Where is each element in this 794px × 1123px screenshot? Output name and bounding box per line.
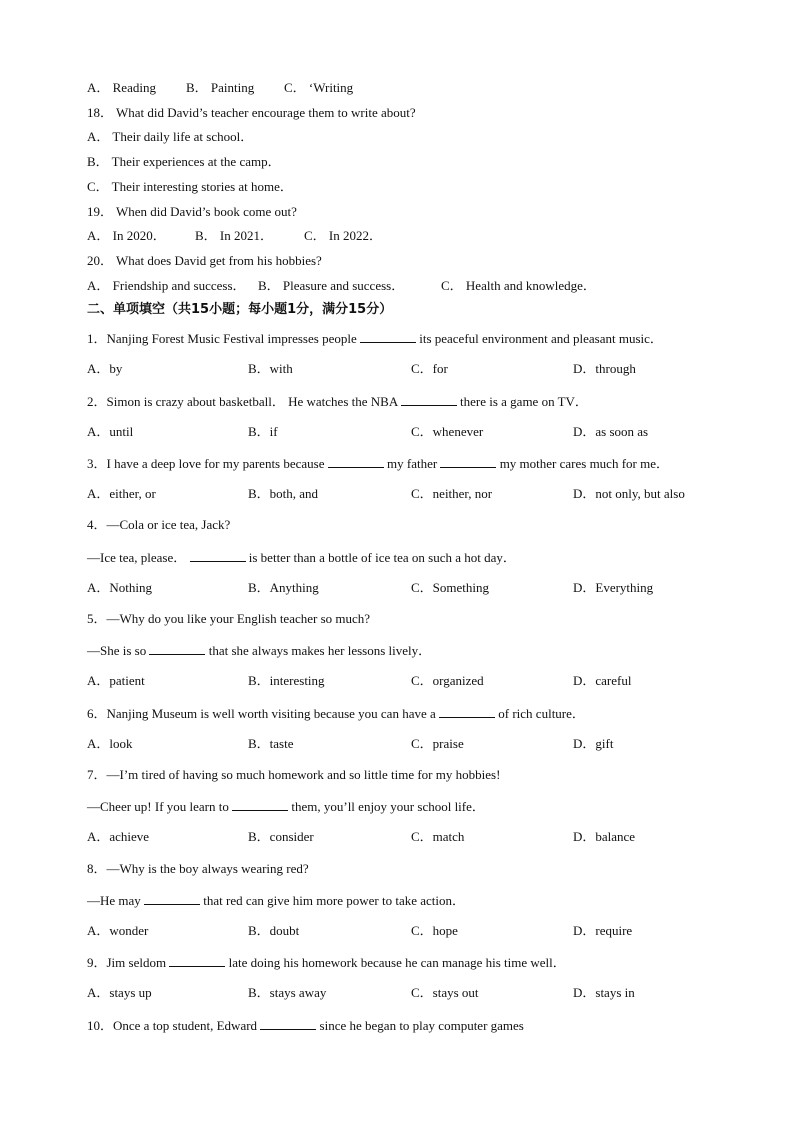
q17-option-b: B． Painting xyxy=(186,80,255,95)
q19-option-c: C． In 2022． xyxy=(304,228,383,243)
q8-option-b: B．doubt xyxy=(248,923,300,938)
q7-option-a: A．achieve xyxy=(87,829,150,844)
q3-option-d: D．not only, but also xyxy=(573,486,685,501)
q7-stem-line1: 7．—I’m tired of having so much homework and so little time for my hobbies! xyxy=(87,767,501,782)
answer-blank xyxy=(232,798,288,811)
q18-option-a: A． Their daily life at school． xyxy=(87,129,254,144)
q4-option-b: B．Anything xyxy=(248,580,319,595)
q5-option-a: A．patient xyxy=(87,673,145,688)
stem-text: my mother cares much for me． xyxy=(496,456,669,471)
stem-text: 6．Nanjing Museum is well worth visiting because you can have a xyxy=(87,706,440,721)
q8-stem-line1: 8．—Why is the boy always wearing red? xyxy=(87,861,309,876)
stem-text: 2．Simon is crazy about basketball． He watches the NBA xyxy=(87,394,401,409)
q3-option-a: A．either, or xyxy=(87,486,156,501)
q3-stem xyxy=(87,455,669,472)
stem-text: there is a game on TV． xyxy=(456,394,588,409)
stem-text: —He may xyxy=(87,893,145,908)
q19-stem: 19． When did David’s book come out? xyxy=(87,204,297,219)
q8-option-c: C．hope xyxy=(411,923,458,938)
q1-option-b: B．with xyxy=(248,361,293,376)
q6-option-a: A．look xyxy=(87,736,133,751)
q19-option-b: B． In 2021． xyxy=(195,228,274,243)
q18-stem: 18． What did David’s teacher encourage them to write about? xyxy=(87,105,416,120)
q4-stem-line1: 4．—Cola or ice tea, Jack? xyxy=(87,517,231,532)
section-heading: 二、单项填空（共15小题；每小题1分，满分15分） xyxy=(87,302,393,317)
q20-option-c: C． Health and knowledge． xyxy=(441,278,596,293)
answer-blank xyxy=(149,642,205,655)
q20-stem: 20． What does David get from his hobbies? xyxy=(87,253,322,268)
answer-blank xyxy=(439,705,495,718)
q7-option-c: C．match xyxy=(411,829,465,844)
stem-text: its peaceful environment and pleasant music． xyxy=(415,331,663,346)
q5-option-c: C．organized xyxy=(411,673,484,688)
q6-option-d: D．gift xyxy=(573,736,614,751)
q4-option-a: A．Nothing xyxy=(87,580,153,595)
q18-option-b: B． Their experiences at the camp． xyxy=(87,154,281,169)
q20-option-a: A． Friendship and success． xyxy=(87,278,246,293)
q19-option-a: A． In 2020． xyxy=(87,228,166,243)
q18-option-c: C． Their interesting stories at home． xyxy=(87,179,293,194)
q8-option-d: D．require xyxy=(573,923,633,938)
stem-text: late doing his homework because he can manage his time well． xyxy=(225,955,566,970)
q4-stem-line2 xyxy=(87,549,516,566)
q8-option-a: A．wonder xyxy=(87,923,149,938)
stem-text: my father xyxy=(383,456,441,471)
q6-stem xyxy=(87,705,585,722)
stem-text: —Ice tea, please． xyxy=(87,550,190,565)
answer-blank xyxy=(144,892,200,905)
q2-option-a: A．until xyxy=(87,424,134,439)
stem-text: 1．Nanjing Forest Music Festival impresses people xyxy=(87,331,360,346)
q17-option-a: A． Reading xyxy=(87,80,156,95)
stem-text: them, you’ll enjoy your school life． xyxy=(288,799,485,814)
q3-option-b: B．both, and xyxy=(248,486,319,501)
q9-stem xyxy=(87,954,566,971)
q2-option-b: B．if xyxy=(248,424,278,439)
stem-text: that she always makes her lessons lively． xyxy=(205,643,432,658)
stem-text: since he began to play computer games xyxy=(316,1018,524,1033)
q5-option-b: B．interesting xyxy=(248,673,325,688)
q9-option-b: B．stays away xyxy=(248,985,327,1000)
q1-option-a: A．by xyxy=(87,361,123,376)
stem-text: that red can give him more power to take action． xyxy=(200,893,466,908)
q9-option-a: A．stays up xyxy=(87,985,152,1000)
answer-blank xyxy=(260,1017,316,1030)
q7-stem-line2 xyxy=(87,798,485,815)
answer-blank xyxy=(169,954,225,967)
q4-option-d: D．Everything xyxy=(573,580,654,595)
q6-option-c: C．praise xyxy=(411,736,464,751)
q20-option-b: B． Pleasure and success． xyxy=(258,278,405,293)
q10-stem xyxy=(87,1017,524,1034)
q1-option-d: D．through xyxy=(573,361,636,376)
q1-stem xyxy=(87,330,663,347)
answer-blank xyxy=(401,393,457,406)
stem-text: is better than a bottle of ice tea on such a hot day． xyxy=(245,550,516,565)
q5-stem-line1: 5．—Why do you like your English teacher so much? xyxy=(87,611,371,626)
q6-option-b: B．taste xyxy=(248,736,294,751)
stem-text: 10．Once a top student, Edward xyxy=(87,1018,261,1033)
q5-stem-line2 xyxy=(87,642,431,659)
stem-text: 3．I have a deep love for my parents because xyxy=(87,456,328,471)
q1-option-c: C．for xyxy=(411,361,448,376)
q7-option-d: D．balance xyxy=(573,829,636,844)
q9-option-d: D．stays in xyxy=(573,985,635,1000)
stem-text: of rich culture． xyxy=(495,706,585,721)
stem-text: —She is so xyxy=(87,643,150,658)
q8-stem-line2 xyxy=(87,892,465,909)
q17-option-c: C． ‘Writing xyxy=(284,80,354,95)
q9-option-c: C．stays out xyxy=(411,985,479,1000)
answer-blank xyxy=(440,455,496,468)
answer-blank xyxy=(190,549,246,562)
q4-option-c: C．Something xyxy=(411,580,490,595)
q2-option-d: D．as soon as xyxy=(573,424,649,439)
stem-text: 9．Jim seldom xyxy=(87,955,170,970)
q7-option-b: B．consider xyxy=(248,829,314,844)
q5-option-d: D．careful xyxy=(573,673,632,688)
q2-stem xyxy=(87,393,588,410)
q2-option-c: C．whenever xyxy=(411,424,484,439)
stem-text: —Cheer up! If you learn to xyxy=(87,799,233,814)
answer-blank xyxy=(360,330,416,343)
q3-option-c: C．neither, nor xyxy=(411,486,493,501)
answer-blank xyxy=(328,455,384,468)
